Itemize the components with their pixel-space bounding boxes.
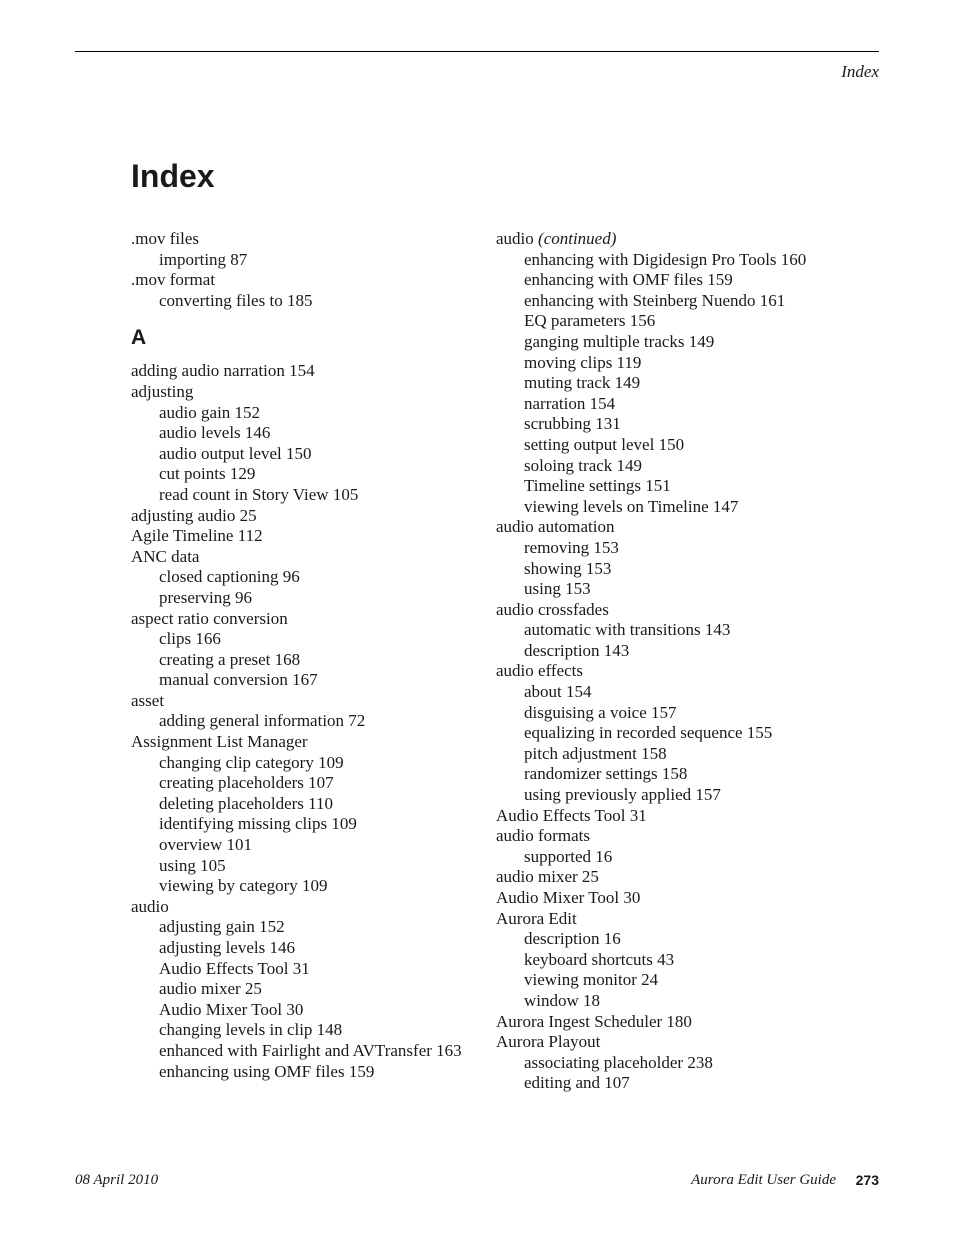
index-subentry bbox=[496, 641, 856, 662]
index-entry bbox=[496, 888, 856, 909]
index-subentry bbox=[496, 250, 856, 271]
index-subentry bbox=[496, 332, 856, 353]
index-subentry bbox=[131, 1000, 481, 1021]
index-subentry bbox=[131, 773, 481, 794]
index-subentry bbox=[496, 847, 856, 868]
index-entry-text: audio levels 146 bbox=[159, 423, 271, 443]
index-entry-text: using 105 bbox=[159, 855, 226, 875]
page-number: 273 bbox=[855, 1172, 879, 1188]
index-entry-text: using previously applied 157 bbox=[524, 785, 721, 805]
index-entry-text: enhancing using OMF files 159 bbox=[159, 1061, 375, 1081]
index-subentry bbox=[496, 703, 856, 724]
index-subentry bbox=[496, 1073, 856, 1094]
index-subentry bbox=[496, 1053, 856, 1074]
index-entry-text: preserving 96 bbox=[159, 587, 253, 607]
index-entry bbox=[131, 382, 481, 403]
index-subentry bbox=[496, 723, 856, 744]
index-entry bbox=[131, 270, 481, 291]
index-entry-text: importing 87 bbox=[159, 249, 248, 269]
index-entry-text: cut points 129 bbox=[159, 464, 256, 484]
index-entry-text: muting track 149 bbox=[524, 373, 641, 393]
index-entry bbox=[496, 600, 856, 621]
index-entry-text: adjusting audio 25 bbox=[131, 505, 257, 525]
index-letter-heading: A bbox=[131, 326, 147, 350]
index-subentry bbox=[496, 476, 856, 497]
index-subentry bbox=[131, 711, 481, 732]
index-subentry bbox=[496, 744, 856, 765]
running-header: Index bbox=[841, 62, 879, 81]
index-entry-text: audio bbox=[131, 896, 169, 916]
index-entry-text: creating placeholders 107 bbox=[159, 773, 334, 793]
index-entry-text: EQ parameters 156 bbox=[524, 311, 656, 331]
index-entry-text: about 154 bbox=[524, 682, 592, 702]
index-entry-text: viewing monitor 24 bbox=[524, 970, 659, 990]
index-entry-text: audio formats bbox=[496, 826, 590, 846]
index-subentry bbox=[131, 814, 481, 835]
index-column-left bbox=[131, 229, 481, 1082]
index-entry-text: adding general information 72 bbox=[159, 711, 366, 731]
index-entry-text: .mov files bbox=[131, 229, 199, 248]
index-entry bbox=[496, 826, 856, 847]
index-entry-text: changing levels in clip 148 bbox=[159, 1020, 343, 1040]
index-subentry bbox=[496, 579, 856, 600]
index-subentry bbox=[496, 456, 856, 477]
index-entry-text: Timeline settings 151 bbox=[524, 476, 671, 496]
index-entry bbox=[496, 806, 856, 827]
index-subentry bbox=[496, 785, 856, 806]
index-subentry bbox=[131, 856, 481, 877]
index-subentry bbox=[131, 403, 481, 424]
index-entry-text: audio output level 150 bbox=[159, 443, 312, 463]
index-subentry bbox=[131, 567, 481, 588]
index-entry bbox=[496, 517, 856, 538]
index-entry-text: viewing levels on Timeline 147 bbox=[524, 496, 739, 516]
index-entry-text: adjusting gain 152 bbox=[159, 917, 285, 937]
index-subentry bbox=[496, 538, 856, 559]
index-subentry bbox=[131, 650, 481, 671]
index-entry-text: Audio Effects Tool 31 bbox=[159, 958, 310, 978]
index-entry-text: audio automation bbox=[496, 517, 615, 537]
index-entry bbox=[131, 897, 481, 918]
index-entry-text: automatic with transitions 143 bbox=[524, 620, 731, 640]
index-subentry bbox=[131, 1041, 481, 1062]
index-entry-text: Assignment List Manager bbox=[131, 732, 308, 752]
index-entry-text: audio effects bbox=[496, 661, 584, 681]
index-column-right bbox=[496, 229, 856, 1094]
index-entry-text: deleting placeholders 110 bbox=[159, 793, 334, 813]
index-subentry bbox=[496, 620, 856, 641]
index-entry-text: identifying missing clips 109 bbox=[159, 814, 357, 834]
index-entry-text: keyboard shortcuts 43 bbox=[524, 949, 675, 969]
continued-label: (continued) bbox=[538, 229, 617, 248]
index-entry-text: aspect ratio conversion bbox=[131, 608, 288, 628]
index-entry-text: disguising a voice 157 bbox=[524, 702, 677, 722]
index-entry-text: soloing track 149 bbox=[524, 455, 643, 475]
index-subentry bbox=[131, 250, 481, 271]
index-entry-text: adding audio narration 154 bbox=[131, 361, 315, 381]
index-entry-text: ganging multiple tracks 149 bbox=[524, 331, 715, 351]
index-entry-text: showing 153 bbox=[524, 558, 612, 578]
index-entry bbox=[496, 661, 856, 682]
index-entry-text: narration 154 bbox=[524, 393, 616, 413]
index-entry bbox=[131, 732, 481, 753]
index-subentry bbox=[131, 444, 481, 465]
index-entry-text: read count in Story View 105 bbox=[159, 484, 359, 504]
index-entry-text: supported 16 bbox=[524, 846, 613, 866]
index-entry-text: overview 101 bbox=[159, 835, 253, 855]
index-subentry bbox=[131, 423, 481, 444]
index-entry-text: adjusting levels 146 bbox=[159, 938, 295, 957]
index-entry-text: description 16 bbox=[524, 929, 621, 949]
index-subentry bbox=[496, 559, 856, 580]
index-entry-text: audio mixer 25 bbox=[159, 979, 262, 999]
index-entry-text: removing 153 bbox=[524, 537, 619, 557]
index-entry-text: setting output level 150 bbox=[524, 434, 685, 454]
index-subentry bbox=[496, 435, 856, 456]
index-entry-text: equalizing in recorded sequence 155 bbox=[524, 723, 773, 743]
index-entry-text: enhancing with OMF files 159 bbox=[524, 270, 733, 290]
index-subentry bbox=[496, 311, 856, 332]
index-entry-text: changing clip category 109 bbox=[159, 752, 344, 772]
index-entry bbox=[131, 547, 481, 568]
index-subentry bbox=[131, 629, 481, 650]
index-entry bbox=[131, 526, 481, 547]
index-entry bbox=[131, 361, 481, 382]
index-entry-text: enhanced with Fairlight and AVTransfer 163 bbox=[159, 1040, 462, 1060]
index-subentry bbox=[131, 670, 481, 691]
index-entry bbox=[131, 691, 481, 712]
index-entry-text: closed captioning 96 bbox=[159, 567, 300, 587]
index-subentry bbox=[496, 682, 856, 703]
index-entry-text: adjusting bbox=[131, 381, 194, 401]
index-entry-text: .mov format bbox=[131, 270, 216, 290]
index-entry-text: audio gain 152 bbox=[159, 402, 261, 422]
index-entry-text: Audio Mixer Tool 30 bbox=[159, 999, 304, 1019]
index-subentry bbox=[496, 414, 856, 435]
index-subentry bbox=[496, 970, 856, 991]
index-entry-text: associating placeholder 238 bbox=[524, 1052, 713, 1072]
index-subentry bbox=[496, 353, 856, 374]
index-subentry bbox=[131, 835, 481, 856]
index-subentry bbox=[131, 1062, 481, 1083]
index-entry-text: clips 166 bbox=[159, 629, 221, 649]
index-entry-text: audio crossfades bbox=[496, 599, 609, 619]
index-entry bbox=[496, 1012, 856, 1033]
index-entry-text: viewing by category 109 bbox=[159, 876, 328, 896]
index-entry-text: Agile Timeline 112 bbox=[131, 526, 263, 546]
index-entry-text: creating a preset 168 bbox=[159, 649, 301, 669]
header-rule bbox=[75, 51, 879, 52]
index-subentry bbox=[496, 764, 856, 785]
index-subentry bbox=[131, 794, 481, 815]
index-entry-text: enhancing with Digidesign Pro Tools 160 bbox=[524, 249, 807, 269]
index-subentry bbox=[131, 938, 481, 959]
index-entry-text: enhancing with Steinberg Nuendo 161 bbox=[524, 290, 786, 310]
index-subentry bbox=[131, 959, 481, 980]
index-entry-text: using 153 bbox=[524, 579, 591, 599]
index-entry bbox=[131, 229, 481, 250]
index-entry-text: Audio Effects Tool 31 bbox=[496, 805, 647, 825]
index-entry-text: moving clips 119 bbox=[524, 352, 642, 372]
index-subentry bbox=[131, 464, 481, 485]
index-entry-text: scrubbing 131 bbox=[524, 414, 621, 434]
index-entry bbox=[496, 867, 856, 888]
index-entry bbox=[496, 1032, 856, 1053]
index-subentry bbox=[131, 979, 481, 1000]
index-entry-text: Audio Mixer Tool 30 bbox=[496, 888, 641, 907]
index-entry-text: audio bbox=[496, 229, 534, 248]
index-entry-text: pitch adjustment 158 bbox=[524, 743, 667, 763]
index-entry-text: converting files to 185 bbox=[159, 290, 313, 310]
footer-guide-title: Aurora Edit User Guide bbox=[691, 1172, 836, 1188]
index-entry-text: editing and 107 bbox=[524, 1073, 630, 1093]
index-entry-text: description 143 bbox=[524, 640, 630, 660]
index-entry-text: window 18 bbox=[524, 990, 601, 1010]
index-subentry bbox=[496, 270, 856, 291]
footer-date: 08 April 2010 bbox=[75, 1172, 159, 1188]
index-entry-text: asset bbox=[131, 690, 165, 710]
index-subentry bbox=[496, 291, 856, 312]
index-entry-text: audio mixer 25 bbox=[496, 867, 599, 887]
index-subentry bbox=[131, 1020, 481, 1041]
index-subentry bbox=[131, 291, 481, 312]
index-entry-text: Aurora Playout bbox=[496, 1032, 601, 1052]
index-subentry bbox=[496, 991, 856, 1012]
index-entry-text: Aurora Ingest Scheduler 180 bbox=[496, 1011, 692, 1031]
index-entry bbox=[496, 909, 856, 930]
index-entry bbox=[496, 229, 856, 250]
index-subentry bbox=[131, 485, 481, 506]
index-entry bbox=[131, 609, 481, 630]
index-subentry bbox=[496, 497, 856, 518]
index-subentry bbox=[496, 394, 856, 415]
index-entry-text: ANC data bbox=[131, 546, 200, 566]
index-subentry bbox=[496, 373, 856, 394]
index-entry-text: randomizer settings 158 bbox=[524, 764, 688, 784]
index-subentry bbox=[131, 753, 481, 774]
index-subentry bbox=[131, 876, 481, 897]
index-subentry bbox=[131, 588, 481, 609]
page-title: Index bbox=[131, 158, 215, 194]
index-entry bbox=[131, 506, 481, 527]
index-subentry bbox=[131, 917, 481, 938]
index-entry-text: manual conversion 167 bbox=[159, 670, 318, 690]
index-subentry bbox=[496, 929, 856, 950]
index-entry-text: Aurora Edit bbox=[496, 908, 577, 928]
index-subentry bbox=[496, 950, 856, 971]
